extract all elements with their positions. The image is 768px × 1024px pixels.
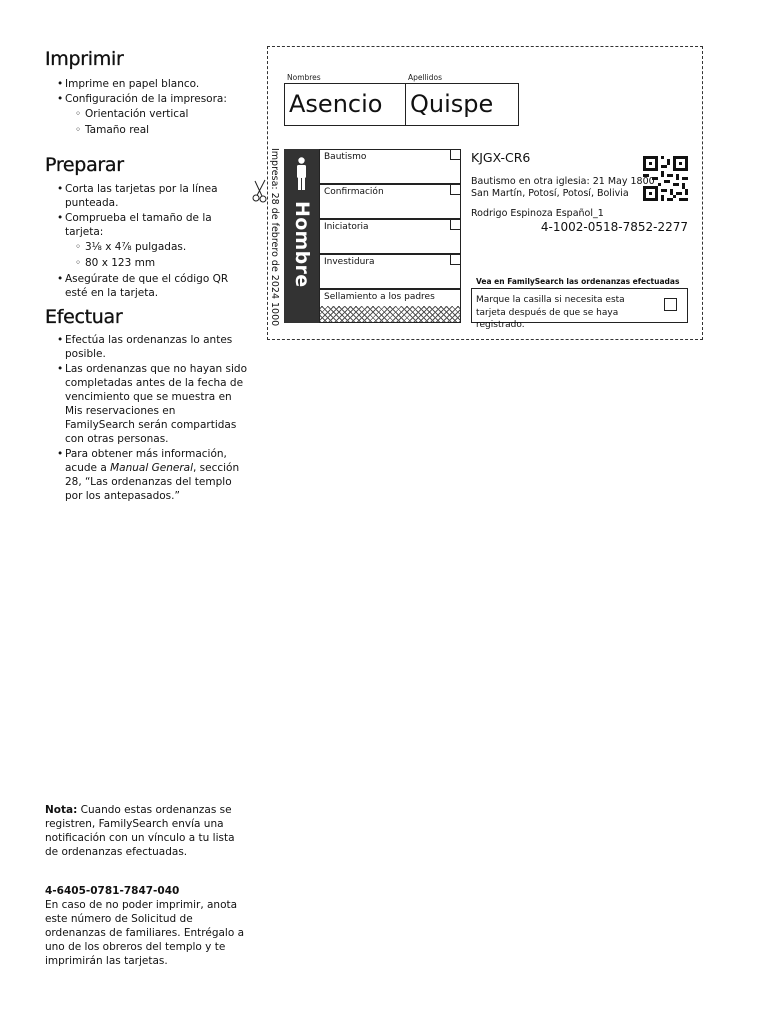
checkbox[interactable] <box>450 254 461 265</box>
ordinance-baptism: Bautismo <box>319 149 461 184</box>
note-label: Nota: <box>45 804 78 816</box>
request-text: En caso de no poder imprimir, anota este número de Solicitud de ordenanzas de familiares. Entrégalo a uno de los obreros del templo y te imprimirán las tarjetas. <box>45 899 245 967</box>
list-item: ◦ 80 x 123 mm <box>75 256 249 270</box>
submitter-name: Rodrigo Espinoza Español_1 <box>471 208 604 219</box>
ordinance-sealing-parents: Sellamiento a los padres <box>319 289 461 323</box>
card-number: 4-1002-0518-7852-2277 <box>540 220 688 234</box>
prepare-list <box>57 182 249 301</box>
list-item: • Las ordenanzas que no hayan sido completadas antes de la fecha de vencimiento que se muestra en Mis reservaciones en FamilySearch serán compartidas con otras personas. <box>57 362 247 446</box>
first-name-value: Asencio <box>284 83 406 126</box>
event-line-1: Bautismo en otra iglesia: 21 May 1800 <box>471 176 655 187</box>
perform-heading: Efectuar <box>45 306 123 328</box>
checkbox[interactable] <box>450 184 461 195</box>
request-block <box>45 884 245 968</box>
printed-date: Impresa: 28 de febrero de 2024 1000 <box>269 148 280 327</box>
perform-list <box>57 333 247 504</box>
mark-text: Marque la casilla si necesita esta tarjeta después de que se haya registrado. <box>476 295 625 330</box>
list-item: • Efectúa las ordenanzas lo antes posible. <box>57 333 247 361</box>
print-heading: Imprimir <box>45 48 124 70</box>
ordinance-endowment: Investidura <box>319 254 461 289</box>
gender-label: Hombre <box>291 201 313 288</box>
list-item: • Para obtener más información, acude a Manual General, sección 28, “Las ordenanzas del templo por los antepasados.” <box>57 447 247 503</box>
person-id: KJGX-CR6 <box>471 150 531 165</box>
request-number: 4-6405-0781-7847-040 <box>45 885 180 897</box>
scissors-icon <box>250 178 270 204</box>
list-item: ◦ Orientación vertical <box>75 107 247 121</box>
list-item: • Corta las tarjetas por la línea punteada. <box>57 182 249 210</box>
prepare-heading: Preparar <box>45 154 124 176</box>
first-name-label: Nombres <box>287 73 321 82</box>
checkbox[interactable] <box>450 219 461 230</box>
print-list <box>57 77 247 139</box>
list-item: • Configuración de la impresora: ◦ Orientación vertical ◦ Tamaño real <box>57 92 247 137</box>
mark-box <box>471 288 688 330</box>
print-sublist <box>75 107 247 137</box>
event-line-2: San Martín, Potosí, Potosí, Bolivia <box>471 188 629 199</box>
manual-title: Manual General <box>110 462 193 474</box>
ordinance-initiatory: Iniciatoria <box>319 219 461 254</box>
list-item: • Imprime en papel blanco. <box>57 77 247 91</box>
list-item: ◦ Tamaño real <box>75 123 247 137</box>
checkbox[interactable] <box>450 149 461 160</box>
list-item: • Comprueba el tamaño de la tarjeta: ◦ 3⅛ x 4⅞ pulgadas. ◦ 80 x 123 mm <box>57 211 249 270</box>
hatch-pattern <box>320 306 460 322</box>
see-familysearch-label: Vea en FamilySearch las ordenanzas efectuadas <box>476 277 680 286</box>
list-item: • Asegúrate de que el código QR esté en la tarjeta. <box>57 272 249 300</box>
last-name-label: Apellidos <box>408 73 443 82</box>
list-item: ◦ 3⅛ x 4⅞ pulgadas. <box>75 240 249 254</box>
last-name-value: Quispe <box>405 83 519 126</box>
person-icon <box>296 157 307 191</box>
prepare-sublist <box>75 240 249 270</box>
ordinance-confirmation: Confirmación <box>319 184 461 219</box>
note: Nota: Cuando estas ordenanzas se registren, FamilySearch envía una notificación con un vínculo a tu lista de ordenanzas efectuadas. <box>45 804 235 858</box>
gender-bar <box>284 149 319 323</box>
mark-checkbox[interactable] <box>664 298 677 311</box>
